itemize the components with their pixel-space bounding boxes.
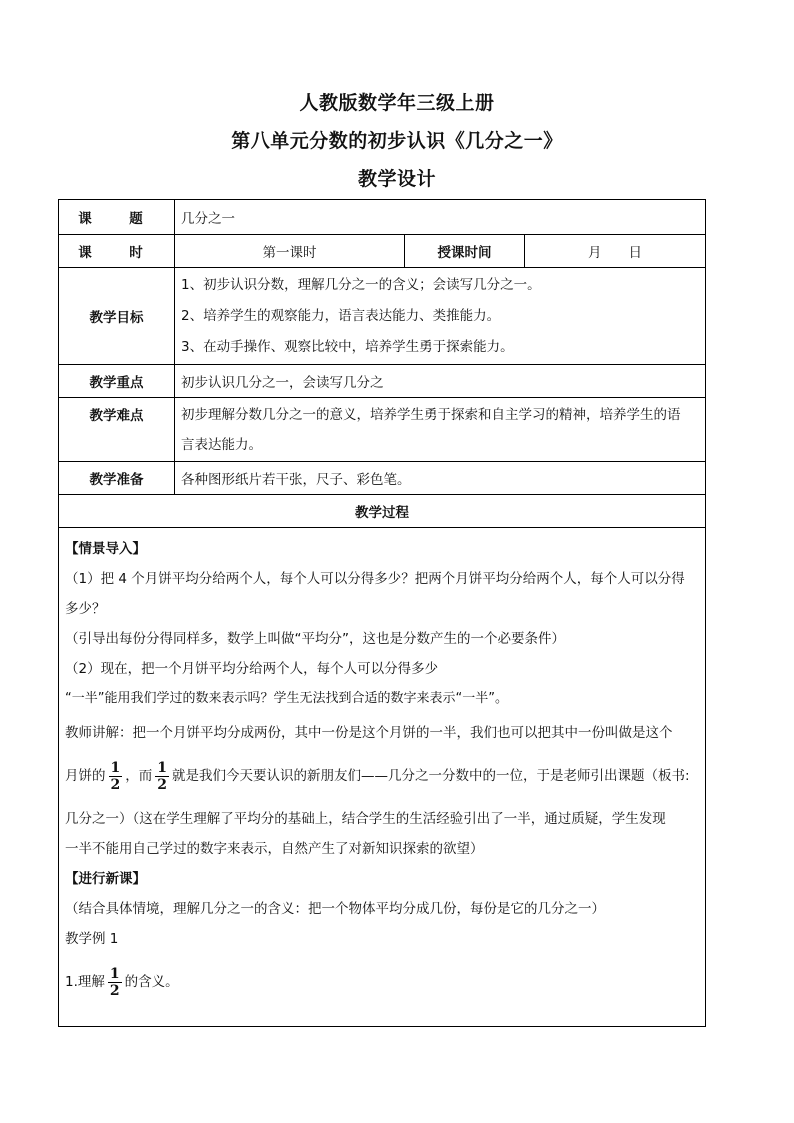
difficulty-cell: [175, 398, 706, 462]
preparation-row: [59, 462, 706, 495]
difficulty-line: 言表达能力。: [181, 436, 262, 453]
objectives-cell: [175, 268, 706, 365]
process-content-row: [59, 528, 706, 1027]
document-subtitle: 第八单元分数的初步认识《几分之一》: [231, 130, 563, 152]
text-run: 就是我们今天要认识的新朋友们——几分之一分数中的一位，于是老师引出课题（板书:: [172, 768, 690, 784]
key-point-label: 教学重点: [59, 365, 175, 398]
preparation-label: 教学准备: [59, 462, 175, 495]
lesson-plan-table: [58, 199, 706, 1027]
topic-value: 几分之一: [175, 200, 706, 235]
document-heading: 教学设计: [357, 168, 436, 190]
paragraph: （1）把 4 个月饼平均分给两个人，每个人可以分得多少？把两个月饼平均分给两个人，每个人可以分得: [65, 571, 685, 587]
fraction-numerator: 1: [109, 965, 120, 982]
fraction-denominator: 2: [110, 776, 121, 793]
period-row: [59, 235, 706, 268]
paragraph: 教师讲解：把一个月饼平均分成两份，其中一份是这个月饼的一半，我们也可以把其中一份叫做是这个: [65, 725, 673, 741]
fraction-numerator: 1: [110, 759, 121, 776]
key-point-value: 初步认识几分之一，会读写几分之: [175, 365, 706, 398]
topic-row: [59, 200, 706, 235]
document-header: [0, 84, 794, 198]
difficulty-label: 教学难点: [59, 398, 175, 462]
fraction-one-half: [108, 966, 122, 999]
paragraph: 教学例 1: [65, 931, 119, 947]
fraction-denominator: 2: [109, 982, 120, 999]
text-run: 1.理解: [65, 974, 105, 990]
objective-item: 3、在动手操作、观察比较中，培养学生勇于探索能力。: [181, 338, 514, 355]
process-header-row: [59, 495, 706, 528]
paragraph-with-fractions: [65, 748, 699, 804]
objective-item: 1、初步认识分数，理解几分之一的含义；会读写几分之一。: [181, 276, 541, 293]
paragraph: （结合具体情境，理解几分之一的含义：把一个物体平均分成几份，每份是它的几分之一）: [65, 901, 605, 917]
fraction-one-half: [155, 760, 169, 793]
text-run: ，而: [125, 768, 153, 784]
paragraph: “一半”能用我们学过的数来表示吗？学生无法找到合适的数字来表示“一半”。: [65, 691, 508, 706]
text-run: 的含义。: [124, 974, 179, 990]
paragraph: （引导出每份分得同样多，数学上叫做“平均分”，这也是分数产生的一个必要条件）: [65, 631, 565, 647]
objective-item: 2、培养学生的观察能力，语言表达能力、类推能力。: [181, 307, 501, 324]
period-label: 课 时: [59, 235, 175, 268]
difficulty-row: [59, 398, 706, 462]
process-content: [59, 528, 706, 1027]
key-point-row: [59, 365, 706, 398]
text-run: 月饼的: [65, 768, 106, 784]
paragraph: 一半不能用自己学过的数字来表示，自然产生了对新知识探索的欲望）: [65, 841, 484, 857]
period-value: 第一课时: [175, 235, 405, 268]
topic-label: 课 题: [59, 200, 175, 235]
time-value: 月 日: [525, 235, 706, 268]
difficulty-line: 初步理解分数几分之一的意义，培养学生勇于探索和自主学习的精神，培养学生的语: [181, 406, 681, 423]
section-heading-intro: 【情景导入】: [65, 541, 146, 557]
document-title: 人教版数学年三级上册: [299, 92, 495, 114]
fraction-denominator: 2: [157, 776, 167, 793]
paragraph: 几分之一）（这在学生理解了平均分的基础上，结合学生的生活经验引出了一半，通过质疑，学生发现: [65, 811, 666, 827]
preparation-value: 各种图形纸片若干张，尺子、彩色笔。: [175, 462, 706, 495]
fraction-one-half: [109, 760, 123, 793]
paragraph: （2）现在，把一个月饼平均分给两个人，每个人可以分得多少: [65, 661, 439, 677]
section-heading-new-lesson: 【进行新课】: [65, 871, 146, 887]
objectives-label: 教学目标: [59, 268, 175, 365]
objectives-row: [59, 268, 706, 365]
paragraph: 多少？: [65, 601, 106, 617]
time-label: 授课时间: [405, 235, 525, 268]
process-label: 教学过程: [59, 495, 706, 528]
fraction-numerator: 1: [157, 759, 167, 776]
paragraph-with-fraction: [65, 954, 699, 1010]
